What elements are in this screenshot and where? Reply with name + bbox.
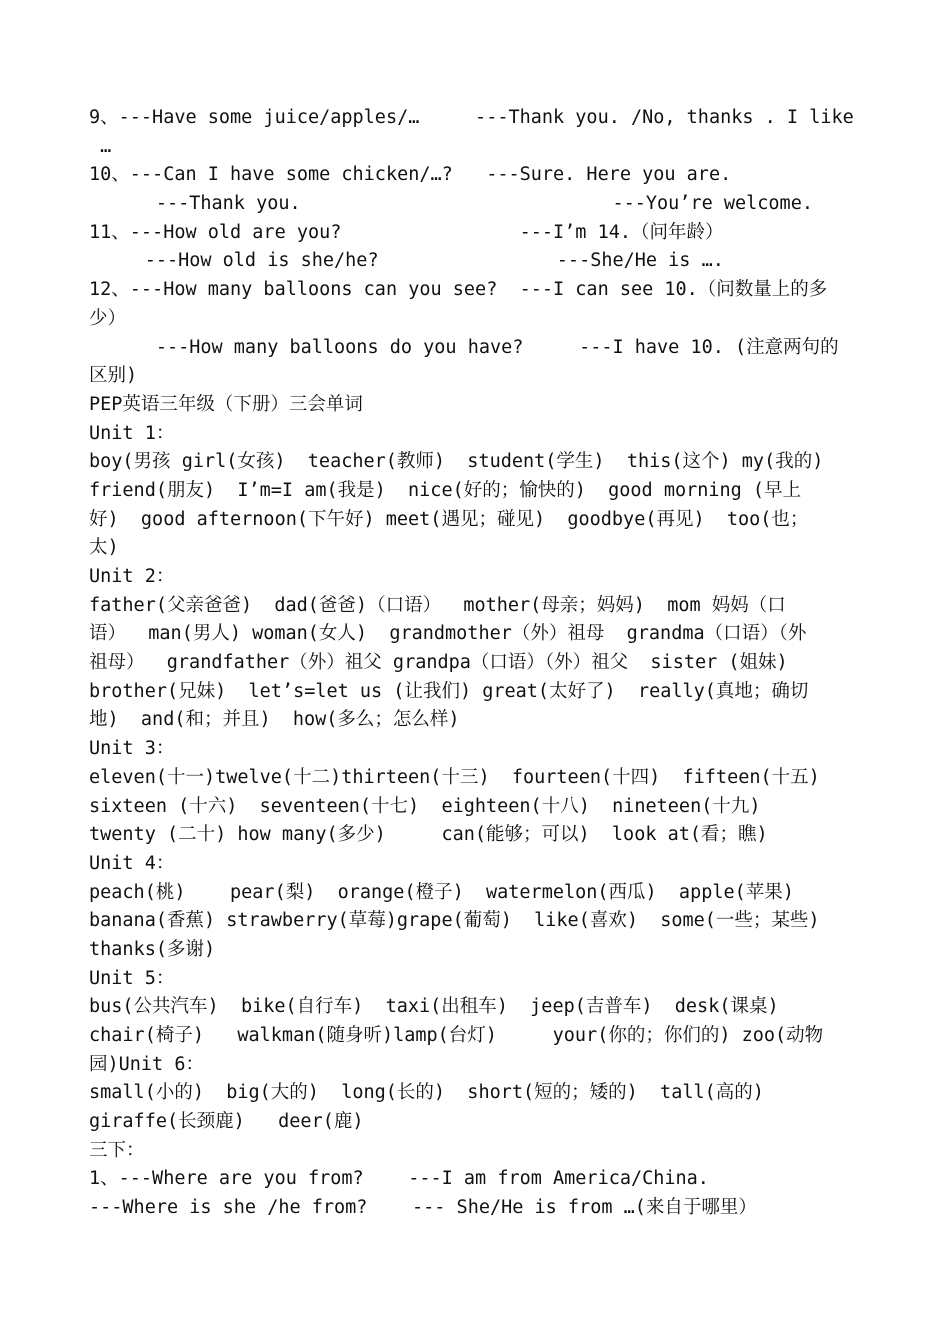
text-line: eleven(十一)twelve(十二)thirteen(十三) fourteen(十四) fifteen(十五) <box>89 766 820 788</box>
text-line: 语） man(男人) woman(女人) grandmother（外）祖母 grandma（口语）（外 <box>89 623 807 645</box>
section-title: 三下： <box>89 1139 145 1161</box>
text-line: banana(香蕉) strawberry(草莓)grape(葡萄) like(喜欢) some(一些；某些) <box>89 910 820 932</box>
text-line: 12、---How many balloons can you see? ---I can see 10.（问数量上的多 <box>89 279 828 301</box>
text-line: 祖母） grandfather（外）祖父 grandpa（口语）（外）祖父 sister (姐妹) <box>89 652 788 674</box>
unit-heading: Unit 4： <box>89 852 175 874</box>
text-line: 地) and(和；并且) how(多么；怎么样) <box>89 709 460 731</box>
unit-heading: Unit 3： <box>89 738 175 760</box>
unit-heading: Unit 5： <box>89 967 175 989</box>
text-line: twenty (二十) how many(多少) can(能够；可以) look at(看；瞧) <box>89 824 768 846</box>
text-line: 好) good afternoon(下午好) meet(遇见；碰见) goodbye(再见) too(也； <box>89 508 809 530</box>
text-line: ---How old is she/he? ---She/He is …. <box>89 250 724 272</box>
text-line: 太) <box>89 537 119 559</box>
text-line: peach(桃) pear(梨) orange(橙子) watermelon(西瓜) apple(苹果) <box>89 881 794 903</box>
text-line: small(小的) big(大的) long(长的) short(短的；矮的) tall(高的) <box>89 1082 764 1104</box>
text-line: ---How many balloons do you have? ---I have 10. (注意两句的 <box>89 336 839 358</box>
text-line: chair(椅子) walkman(随身听)lamp(台灯) your(你的；你们的) zoo(动物 <box>89 1025 824 1046</box>
text-line: 1、---Where are you from? ---I am from America/China. <box>89 1168 709 1190</box>
section-title: PEP英语三年级（下册）三会单词 <box>89 393 363 415</box>
text-line: boy(男孩 girl(女孩) teacher(教师) student(学生) this(这个) my(我的) <box>89 451 824 473</box>
unit-heading: Unit 2： <box>89 566 175 587</box>
text-line: giraffe(长颈鹿) deer(鹿) <box>89 1111 364 1133</box>
document-body <box>89 104 879 1223</box>
text-line: ---Thank you. ---You’re welcome. <box>89 193 813 215</box>
text-line: bus(公共汽车) bike(自行车) taxi(出租车) jeep(吉普车) desk(课桌) <box>89 996 779 1018</box>
text-line: 10、---Can I have some chicken/…? ---Sure. Here you are. <box>89 164 732 186</box>
text-line: 园)Unit 6： <box>89 1053 204 1075</box>
text-line: thanks(多谢) <box>89 938 216 960</box>
text-line: brother(兄妹) let’s=let us (让我们) great(太好了) really(真地；确切 <box>89 680 809 702</box>
unit-heading: Unit 1： <box>89 422 175 444</box>
text-line: ---Where is she /he from? --- She/He is from …(来自于哪里） <box>89 1197 757 1219</box>
text-line: 11、---How old are you? ---I’m 14.（问年龄） <box>89 221 724 243</box>
text-line: 区别) <box>89 365 138 387</box>
text-line: … <box>89 135 112 157</box>
text-line: friend(朋友) I’m=I am(我是) nice(好的；愉快的) good morning (早上 <box>89 479 802 501</box>
text-line: sixteen (十六) seventeen(十七) eighteen(十八) nineteen(十九) <box>89 795 761 817</box>
text-line: 少） <box>89 307 127 329</box>
text-line: 9、---Have some juice/apples/… ---Thank you. /No, thanks . I like <box>89 107 854 128</box>
text-line: father(父亲爸爸) dad(爸爸)（口语） mother(母亲；妈妈) mom 妈妈（口 <box>89 594 786 616</box>
